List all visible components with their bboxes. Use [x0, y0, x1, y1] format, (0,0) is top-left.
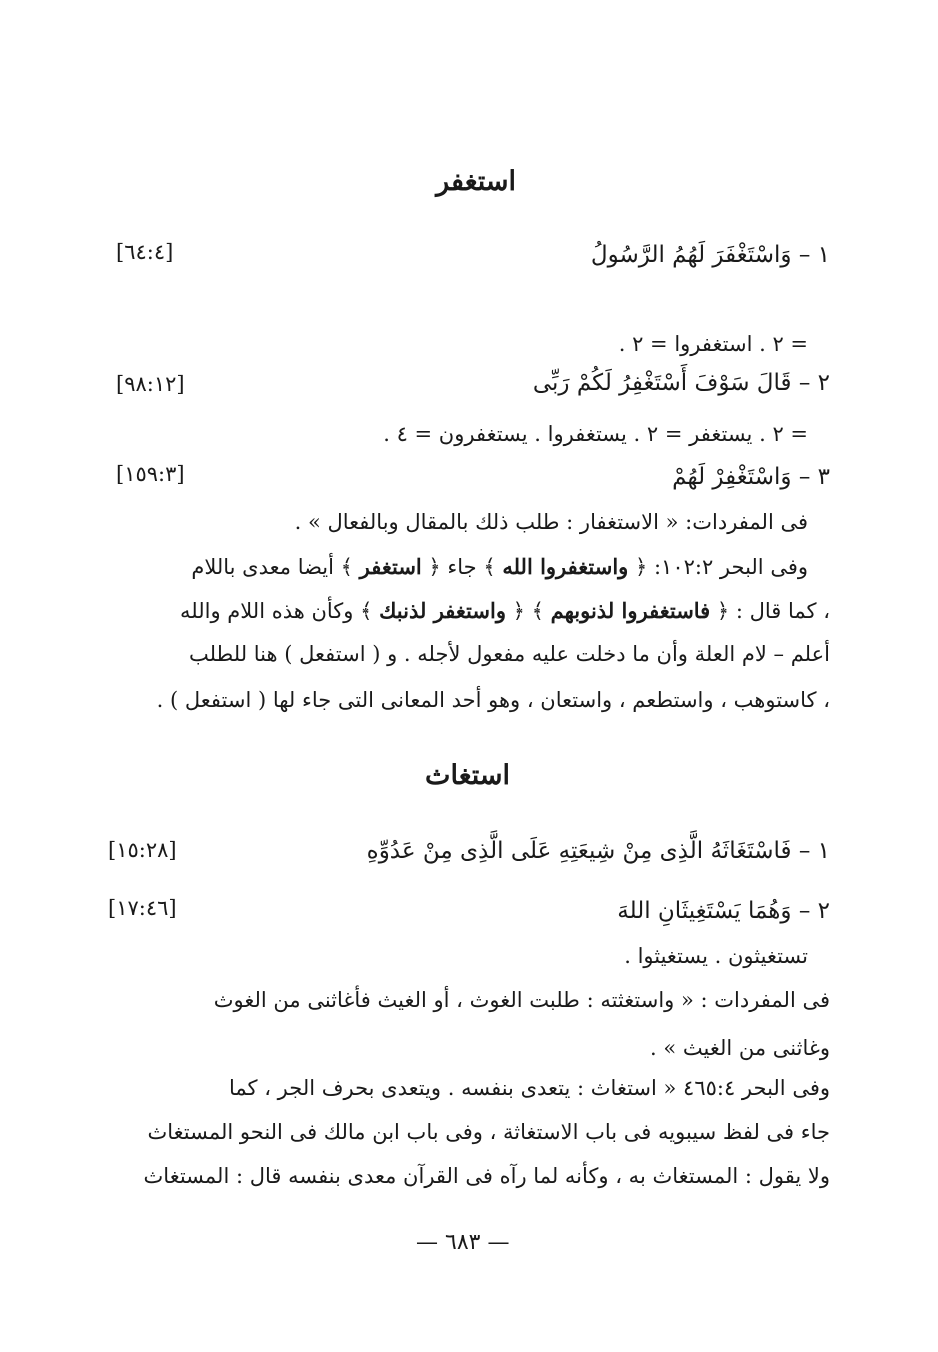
- verse-reference-5: [١٧:٤٦]: [108, 896, 177, 920]
- verse-entry-2: ٢ – قَالَ سَوْفَ أَسْتَغْفِرُ لَكُمْ رَبِّى: [532, 370, 830, 396]
- derived-forms-note-2: = ٢ . يستغفر = ٢ . يستغفروا . يستغفرون = ٤ .: [383, 422, 808, 446]
- bahr-paragraph-2-line-2: جاء فى لفظ سيبويه فى باب الاستغاثة ، وفى باب ابن مالك فى النحو المستغاث: [147, 1120, 830, 1144]
- bahr-paragraph-line-4: ، كاستوهب ، واستطعم ، واستعان ، وهو أحد المعانى التى جاء لها ( استفعل ) .: [156, 688, 830, 712]
- bahr-paragraph-line-3: أعلم – لام العلة وأن ما دخلت عليه مفعول لأجله . و ( استفعل ) هنا للطلب: [188, 642, 830, 666]
- bahr-paragraph-2-line-1: وفى البحر ٤٦٥:٤ « استغاث : يتعدى بنفسه . ويتعدى بحرف الجر ، كما: [229, 1076, 830, 1100]
- verse-reference-1: [٦٤:٤]: [116, 240, 174, 264]
- verse-entry-1: ١ – وَاسْتَغْفَرَ لَهُمُ الرَّسُولُ: [590, 242, 830, 268]
- bahr-paragraph-2-line-3: ولا يقول : المستغاث به ، وكأنه لما رآه فى القرآن معدى بنفسه قال : المستغاث: [143, 1164, 830, 1188]
- mufradat-quote-1: فى المفردات: « الاستغفار : طلب ذلك بالمقال وبالفعال » .: [294, 510, 808, 534]
- verse-reference-3: [١٥٩:٣]: [116, 462, 185, 486]
- verse-entry-3: ٣ – وَاسْتَغْفِرْ لَهُمْ: [672, 464, 830, 490]
- verse-reference-2: [٩٨:١٢]: [116, 372, 185, 396]
- section-title-istaghfara: استغفر: [436, 166, 516, 197]
- derived-forms-note-3: تستغيثون . يستغيثوا .: [624, 944, 808, 968]
- mufradat-quote-2-line-2: وغاثنى من الغيث » .: [650, 1036, 830, 1060]
- bahr-paragraph-line-1: وفى البحر ١٠٢:٢: ﴿ واستغفروا الله ﴾ جاء ﴿ استغفر ﴾ أيضا معدى باللام: [191, 554, 808, 579]
- verse-entry-5: ٢ – وَهُمَا يَسْتَغِيثَانِ اللهَ: [617, 898, 830, 924]
- mufradat-quote-2-line-1: فى المفردات : « واستغثته : طلبت الغوث ، أو الغيث فأغاثنى من الغوث: [213, 988, 830, 1012]
- section-title-istaghatha: استغاث: [425, 760, 510, 791]
- derived-forms-note-1: = ٢ . استغفروا = ٢ .: [618, 332, 808, 356]
- bahr-paragraph-line-2: ، كما قال : ﴿ فاستغفروا لذنوبهم ﴾ ﴿ واستغفر لذنبك ﴾ وكأن هذه اللام والله: [180, 598, 830, 623]
- verse-entry-4: ١ – فَاسْتَغَاثَهُ الَّذِى مِنْ شِيعَتِهِ عَلَى الَّذِى مِنْ عَدُوِّهِ: [366, 838, 830, 864]
- page-number: — ٦٨٣ —: [416, 1230, 510, 1255]
- verse-reference-4: [١٥:٢٨]: [108, 838, 177, 862]
